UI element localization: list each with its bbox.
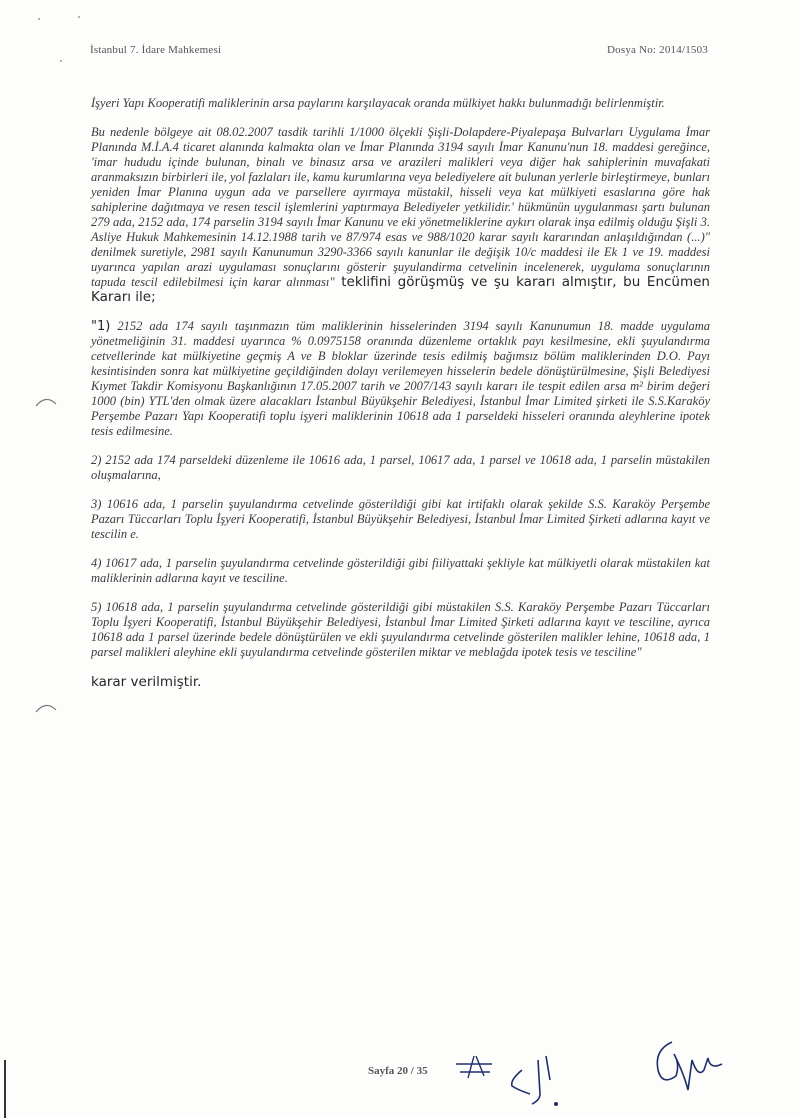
- paragraph-5: 3) 10616 ada, 1 parselin şuyulandırma cetvelinde gösterildiği gibi kat irtifaklı olarak şekilde S.S. Karaköy Perşembe Pazarı Tüccarları Toplu İşyeri Kooperatifi, İstanbul Büyükşehir Belediyesi, İstanbul İmar Limited Şirketi adlarına kayıt ve tescilin e.: [91, 497, 710, 541]
- punch-hole-mark: [34, 394, 58, 408]
- paragraph-1: İşyeri Yapı Kooperatifi maliklerinin arsa paylarını karşılayacak oranda mülkiyet hakkı bulunmadığı belirlenmiştir.: [91, 96, 665, 110]
- item-1-number: "1): [91, 319, 111, 334]
- page-number: Sayfa 20 / 35: [368, 1065, 428, 1077]
- item-1-text: 2152 ada 174 sayılı taşınmazın tüm maliklerinin hisselerinden 3194 sayılı Kanunumun 18. madde uygulama yönetmeliğinin 31. maddesi uyarınca % 0.0975158 oranında düzenleme ortaklık payı kesilmesine, ekli şuyulandırma cetvellerinde kat mülkiyetine geçmiş A ve B bloklar üzerinde tesis edilmiş bağımsız bölüm maliklerinden D.O. Payı kesintisinden sonra kat mülkiyetine geçildiğinden dolayı verilemeyen hisselerin bedele dönüştürülmesine, Şişli Belediyesi Kıymet Takdir Komisyonu Başkanlığının 17.05.2007 tarih ve 2007/143 sayılı kararı ile tespit edilen arsa m² birim değeri 1000 (bin) YTL'den olmak üzere alacakları İstanbul Büyükşehir Belediyesi, İstanbul İmar Limited şirketi ile S.S.Karaköy Perşembe Pazarı Yapı Kooperatifi toplu işyeri maliklerinin 10618 ada 1 parseldeki hisseleri oranında aleyhlerine ipotek tesis edilmesine.: [91, 319, 710, 438]
- scan-speck: [60, 60, 62, 62]
- paragraph-2-tail: teklifini görüşmüş ve şu kararı almıştır, bu Encümen Kararı ile;: [91, 274, 710, 305]
- scan-speck: [38, 18, 40, 20]
- paragraph-3: [91, 319, 710, 439]
- scan-speck: [78, 16, 80, 18]
- scan-edge-line: [4, 1060, 6, 1118]
- punch-hole-mark: [34, 700, 58, 714]
- document-body: [91, 96, 710, 704]
- paragraph-6: 4) 10617 ada, 1 parselin şuyulandırma cetvelinde gösterildiği gibi fiiliyattaki şekliyle kat mülkiyetli olarak müstakilen kat maliklerinin adlarına kayıt ve tesciline.: [91, 556, 710, 585]
- signature: [650, 1030, 726, 1100]
- signature-initials: [452, 1050, 582, 1112]
- paragraph-7: 5) 10618 ada, 1 parselin şuyulandırma cetvelinde gösterildiği gibi müstakilen S.S. Karaköy Perşembe Pazarı Tüccarları Toplu İşyeri Kooperatifi, İstanbul Büyükşehir Belediyesi, İstanbul İmar Limited Şirketi adlarına kayıt ve tesciline, ayrıca 10618 ada 1 parsel üzerinde bedele dönüştürülen ve ekli şuyulandırma cetvelinde gösterilen malikler lehine, 10618 ada, 1 parsel malikleri aleyhine ekli şuyulandırma cetvelinde gösterilen miktar ve meblağda ipotek tesis ve tesciline": [91, 600, 710, 659]
- file-number: Dosya No: 2014/1503: [607, 44, 708, 56]
- paragraph-2: [91, 125, 710, 305]
- court-name: İstanbul 7. İdare Mahkemesi: [90, 44, 222, 56]
- paragraph-4: 2) 2152 ada 174 parseldeki düzenleme ile 10616 ada, 1 parsel, 10617 ada, 1 parsel ve 10618 ada, 1 parselin müstakilen oluşmalarına,: [91, 453, 710, 482]
- paragraph-2-text: Bu nedenle bölgeye ait 08.02.2007 tasdik tarihli 1/1000 ölçekli Şişli-Dolapdere-Piyalepaşa Bulvarları Uygulama İmar Planında M.İ.A.4 ticaret alanında kalmakta olan ve İmar Planında 3194 sayılı İmar Kanunu'nun 18. maddesi gereğince, 'imar hududu içinde bulunan, binalı ve binasız arsa ve arazileri malikleri veya diğer hak sahiplerinin muvafakati aranmaksızın birbirleri ile, yol fazlaları ile, kamu kurumlarına veya belediyelere ait bulunan yerlerle birleştirmeye, bunları yeniden İmar Planına uygun ada ve parsellere ayırmaya müstakil, hisseli veya kat mülkiyeti esaslarına göre hak sahiplerine dağıtmaya ve resen tescil işlemlerini yaptırmaya Belediyeler yetkilidir.' hükmünün uygulanması şartı bulunan 279 ada, 2152 ada, 174 parselin 3194 sayılı İmar Kanunu ve eki yönetmeliklerine aykırı olarak inşa edilmiş olduğu Şişli 3. Asliye Hukuk Mahkemesinin 14.12.1988 tarih ve 87/974 esas ve 988/1020 karar sayılı kararından anlaşıldığından (...)" denilmek suretiyle, 2981 sayılı Kanunumun 3290-3366 sayılı kanunlar ile değişik 10/c maddesi ile Ek 1 ve 19. maddesi uyarınca yapılan arazi uygulaması sonuçlarını gösterir şuyulandirma cetvelinin incelenerek, uygulama sonuçlarının tapuda tescil edilebilmesi için karar alınması": [91, 125, 710, 289]
- closing-line: karar verilmiştir.: [91, 674, 202, 690]
